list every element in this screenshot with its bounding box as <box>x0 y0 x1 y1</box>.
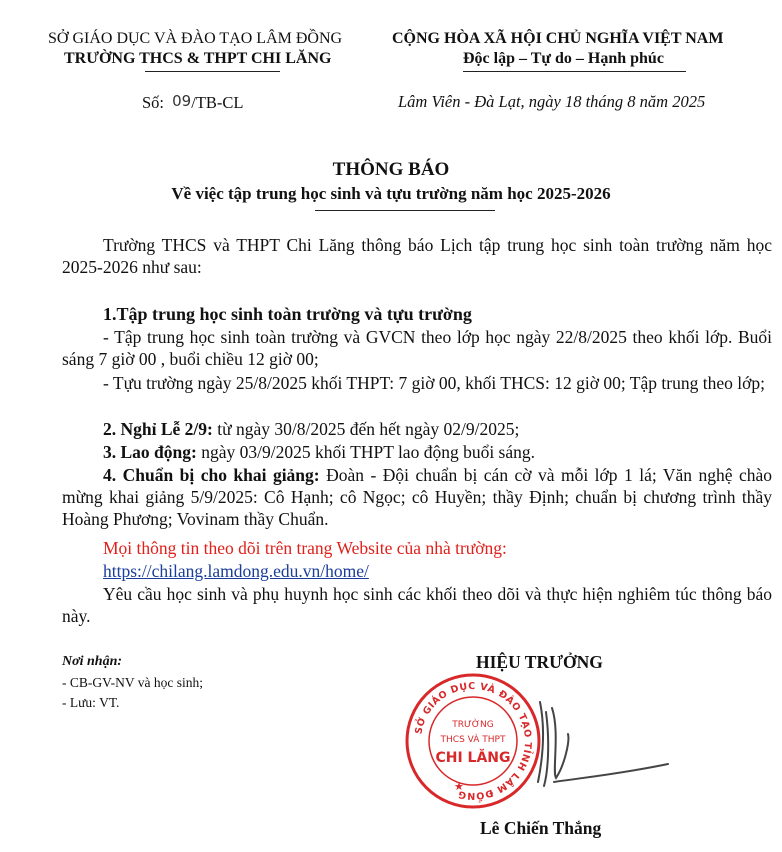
section-4 <box>62 464 772 530</box>
section-2 <box>103 418 519 440</box>
closing-paragraph: Yêu cầu học sinh và phụ huynh học sinh các khối theo dõi và thực hiện nghiêm túc thông báo này. <box>62 584 772 626</box>
document-number <box>142 92 243 113</box>
notice-title: THÔNG BÁO <box>332 159 450 180</box>
section-4-text: Đoàn - Đội chuẩn bị cán cờ và mỗi lớp 1 lá; Văn nghệ chào mừng khai giảng 5/9/2025: Cô Hạnh; cô Ngọc; cô Huyền; thầy Định; chuẩn bị chương trình thầy Hoàng Phương; Vovinam thầy Chuẩn. <box>62 465 772 529</box>
section-2-label: 2. Nghỉ Lễ 2/9: <box>103 419 213 439</box>
website-notice: Mọi thông tin theo dõi trên trang Website của nhà trường: <box>103 538 507 558</box>
doc-number-handwritten: 09 <box>172 92 192 110</box>
stamp-ring-text: SỞ GIÁO DỤC VÀ ĐÀO TẠO TỈNH LÂM ĐỒNG <box>413 680 534 802</box>
section-2-text: từ ngày 30/8/2025 đến hết ngày 02/9/2025; <box>212 419 520 439</box>
recipient-item: - Lưu: VT. <box>62 695 120 710</box>
section-4-label: 4. Chuẩn bị cho khai giảng: <box>103 465 320 485</box>
school-name-underline <box>145 71 280 72</box>
signer-name: Lê Chiến Thắng <box>480 818 602 838</box>
national-motto-underline <box>463 71 686 72</box>
section-3-text: ngày 03/9/2025 khối THPT lao động buổi sáng. <box>196 442 536 462</box>
signer-title: HIỆU TRƯỞNG <box>476 652 603 672</box>
school-stamp <box>404 672 542 810</box>
section-1-line-1: - Tập trung học sinh toàn trường và GVCN theo lớp học ngày 22/8/2025 theo khối lớp. Buổi sáng 7 giờ 00 , buổi chiều 12 giờ 00; <box>62 327 772 369</box>
notice-subtitle: Về việc tập trung học sinh và tựu trường năm học 2025-2026 <box>171 184 611 203</box>
recipient-item: - CB-GV-NV và học sinh; <box>62 675 203 690</box>
section-1-heading: 1.Tập trung học sinh toàn trường và tựu trường <box>103 304 472 324</box>
agency-name: SỞ GIÁO DỤC VÀ ĐÀO TẠO LÂM ĐỒNG <box>48 30 343 47</box>
national-title: CỘNG HÒA XÃ HỘI CHỦ NGHĨA VIỆT NAM <box>392 30 724 47</box>
place-date: Lâm Viên - Đà Lạt, ngày 18 tháng 8 năm 2025 <box>398 92 706 111</box>
stamp-line-2: THCS VÀ THPT <box>440 735 506 745</box>
section-1-line-2: - Tựu trường ngày 25/8/2025 khối THPT: 7 giờ 00, khối THCS: 12 giờ 00; Tập trung theo lớp; <box>103 373 765 393</box>
website-link[interactable]: https://chilang.lamdong.edu.vn/home/ <box>103 561 369 581</box>
stamp-line-1: TRƯỜNG <box>452 720 494 730</box>
stamp-star-icon: ★ <box>454 780 464 793</box>
school-name: TRƯỜNG THCS & THPT CHI LĂNG <box>64 50 332 67</box>
section-3-label: 3. Lao động: <box>103 442 197 462</box>
national-motto: Độc lập – Tự do – Hạnh phúc <box>463 50 664 67</box>
stamp-line-3: CHI LĂNG <box>435 750 511 766</box>
doc-number-suffix: /TB-CL <box>191 93 244 112</box>
doc-number-prefix: Số: <box>142 93 165 112</box>
intro-paragraph: Trường THCS và THPT Chi Lăng thông báo Lịch tập trung học sinh toàn trường năm học 2025-2026 như sau: <box>62 235 772 277</box>
subtitle-underline <box>315 210 495 211</box>
section-3 <box>103 441 535 463</box>
recipients-label: Nơi nhận: <box>62 654 123 669</box>
